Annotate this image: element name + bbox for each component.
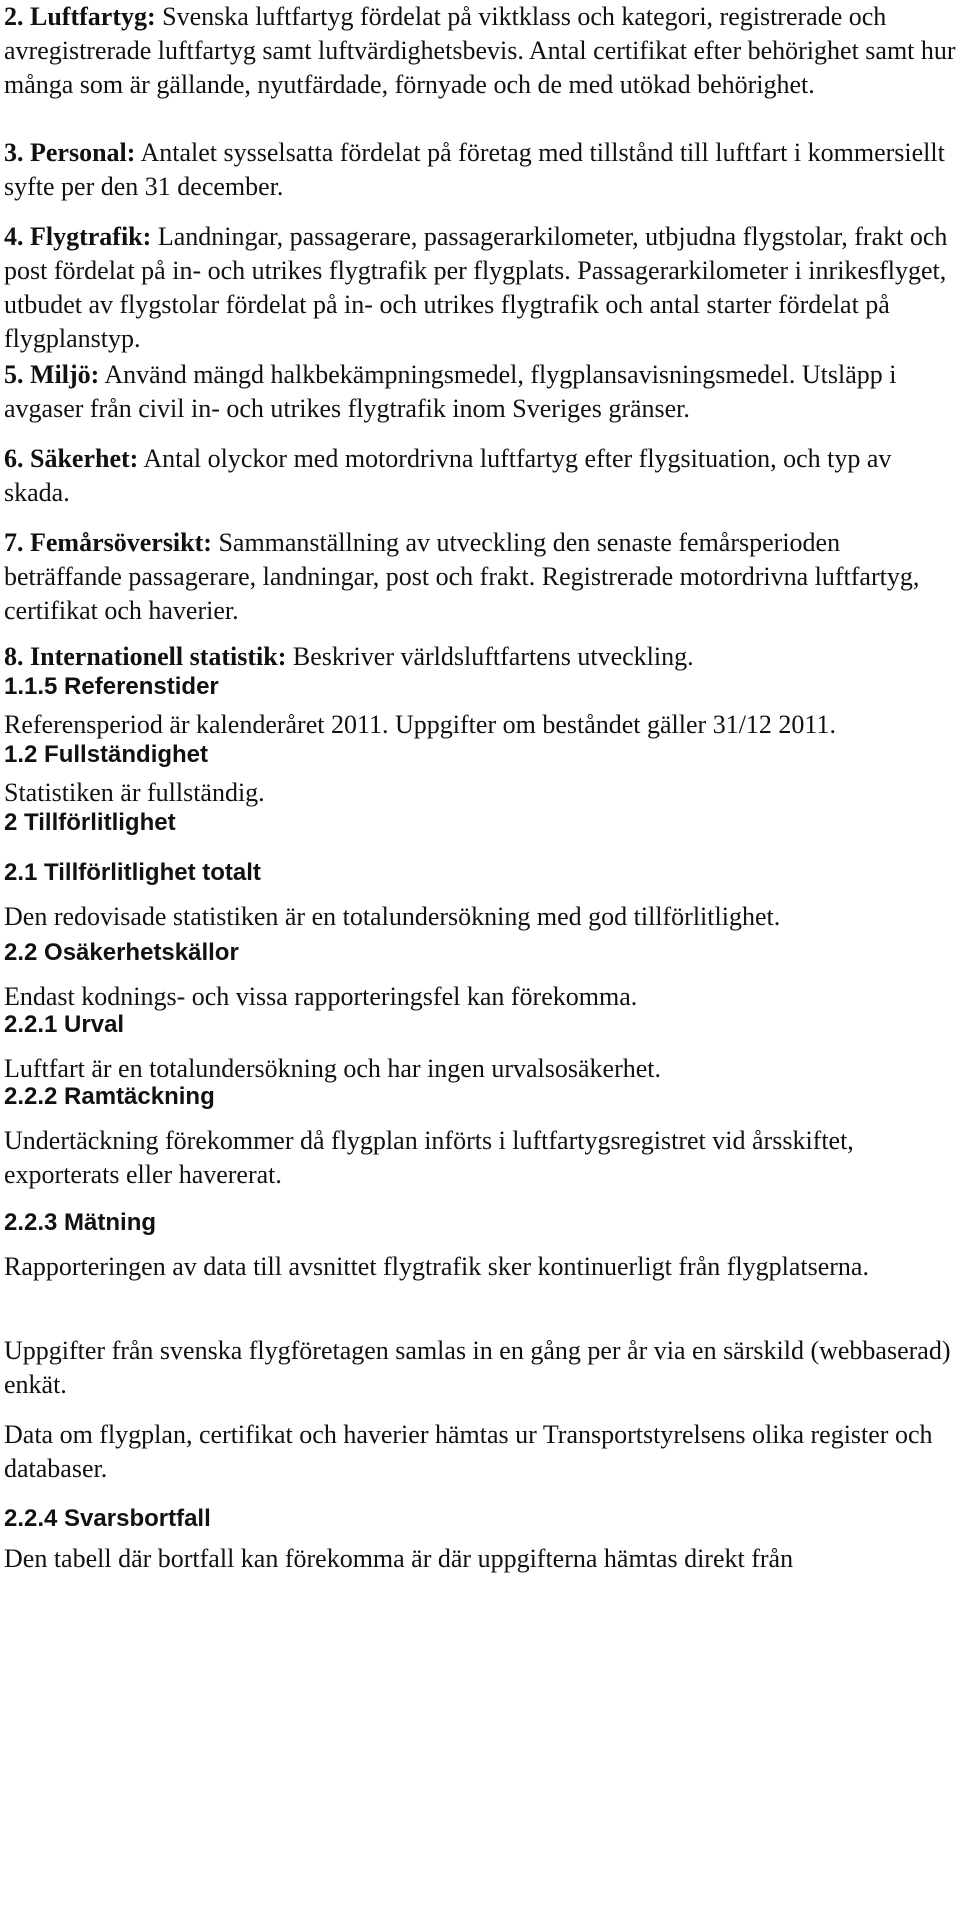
section-text: Endast kodnings- och vissa rapporteringsfel kan förekomma. — [4, 982, 638, 1011]
item-label: Femårsöversikt: — [30, 528, 212, 557]
list-item — [4, 220, 956, 356]
section-text: Luftfart är en totalundersökning och har ingen urvalsosäkerhet. — [4, 1054, 661, 1083]
list-item — [4, 0, 956, 102]
section-text: Uppgifter från svenska flygföretagen samlas in en gång per år via en särskild (webbaserad) enkät. — [4, 1336, 951, 1399]
item-number: 2. — [4, 2, 30, 31]
section-heading: 2.2 Osäkerhetskällor — [4, 939, 239, 966]
section-heading: 2.2.1 Urval — [4, 1011, 125, 1038]
item-label: Personal: — [30, 138, 136, 167]
list-item — [4, 358, 956, 426]
section-text: Statistiken är fullständig. — [4, 778, 265, 807]
item-number: 3. — [4, 138, 30, 167]
section-heading: 2.2.4 Svarsbortfall — [4, 1505, 211, 1532]
item-text: Sammanställning av utveckling den senaste femårsperioden beträffande passagerare, landningar, post och frakt. Registrerade motordrivna luftfartyg, certifikat och haverier. — [4, 528, 920, 625]
item-text: Beskriver världsluftfartens utveckling. — [286, 642, 694, 671]
section-text: Den redovisade statistiken är en totalundersökning med god tillförlitlighet. — [4, 902, 781, 931]
section-text: Den tabell där bortfall kan förekomma är där uppgifterna hämtas direkt från — [4, 1544, 794, 1573]
item-text: Svenska luftfartyg fördelat på viktklass och kategori, registrerade och avregistrerade luftfartyg samt luftvärdighetsbevis. Antal certifikat efter behörighet samt hur många som är gällande, nyutfärdade, förnyade och de med utökad behörighet. — [4, 2, 956, 99]
section-heading: 1.1.5 Referenstider — [4, 673, 219, 700]
item-label: Flygtrafik: — [30, 222, 152, 251]
section-heading: 2.1 Tillförlitlighet totalt — [4, 859, 261, 886]
item-label: Miljö: — [30, 360, 100, 389]
section-text: Referensperiod är kalenderåret 2011. Uppgifter om beståndet gäller 31/12 2011. — [4, 710, 836, 739]
section-text: Rapporteringen av data till avsnittet flygtrafik sker kontinuerligt från flygplatserna. — [4, 1252, 869, 1281]
item-number: 6. — [4, 444, 30, 473]
item-text: Antalet sysselsatta fördelat på företag med tillstånd till luftfart i kommersiellt syfte per den 31 december. — [4, 138, 945, 201]
item-text: Använd mängd halkbekämpningsmedel, flygplansavisningsmedel. Utsläpp i avgaser från civil in- och utrikes flygtrafik inom Sveriges gränser. — [4, 360, 897, 423]
list-item — [4, 442, 956, 510]
item-number: 4. — [4, 222, 30, 251]
list-item — [4, 136, 956, 204]
section-heading: 2.2.2 Ramtäckning — [4, 1083, 215, 1110]
item-label: Internationell statistik: — [30, 642, 287, 671]
item-number: 7. — [4, 528, 30, 557]
section-heading: 2.2.3 Mätning — [4, 1209, 157, 1236]
section-text: Data om flygplan, certifikat och haverier hämtas ur Transportstyrelsens olika register och databaser. — [4, 1420, 933, 1483]
item-number: 5. — [4, 360, 30, 389]
section-text: Undertäckning förekommer då flygplan införts i luftfartygsregistret vid årsskiftet, exporterats eller havererat. — [4, 1126, 854, 1189]
list-item — [4, 526, 956, 628]
item-text: Landningar, passagerare, passagerarkilometer, utbjudna flygstolar, frakt och post fördelat på in- och utrikes flygtrafik per flygplats. Passagerarkilometer i inrikesflyget, utbudet av flygstolar fördelat på in- och utrikes flygtrafik och antal starter fördelat på flygplanstyp. — [4, 222, 948, 353]
item-label: Säkerhet: — [30, 444, 139, 473]
item-number: 8. — [4, 642, 30, 671]
item-label: Luftfartyg: — [30, 2, 156, 31]
section-heading: 2 Tillförlitlighet — [4, 809, 176, 836]
list-item — [4, 640, 956, 674]
section-heading: 1.2 Fullständighet — [4, 741, 209, 768]
item-text: Antal olyckor med motordrivna luftfartyg efter flygsituation, och typ av skada. — [4, 444, 892, 507]
